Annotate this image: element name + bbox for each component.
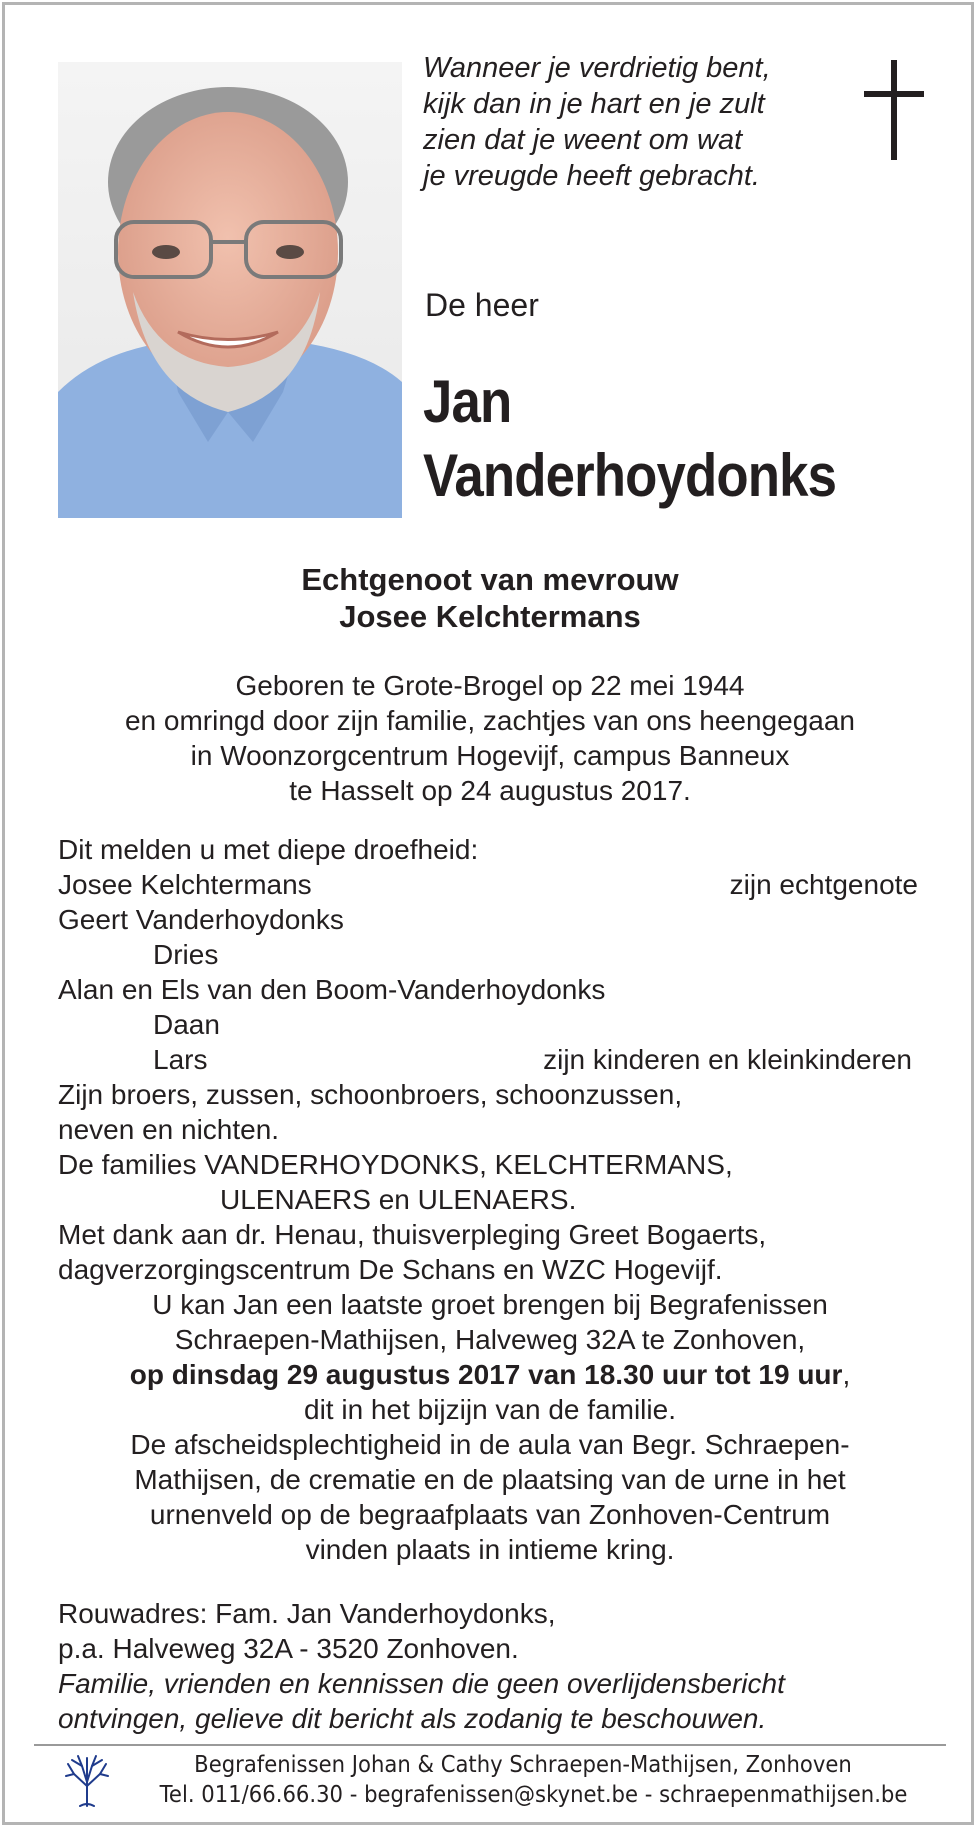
visit-line: Schraepen-Mathijsen, Halveweg 32A te Zonhoven, xyxy=(174,1324,806,1355)
notice-line: Familie, vrienden en kennissen die geen overlijdensbericht xyxy=(58,1668,785,1699)
spouse-line: Echtgenoot van mevrouw xyxy=(301,562,679,597)
mourner-row xyxy=(58,867,918,902)
life-line: in Woonzorgcentrum Hogevijf, campus Banneux xyxy=(190,740,790,771)
visitation xyxy=(0,1287,980,1427)
life-line: te Hasselt op 24 augustus 2017. xyxy=(289,775,691,806)
mourner-role: zijn echtgenote xyxy=(729,869,918,900)
ceremony-line: Mathijsen, de crematie en de plaatsing van de urne in het xyxy=(134,1464,846,1495)
cross-icon xyxy=(891,60,897,160)
ceremony xyxy=(0,1427,980,1567)
address-line: p.a. Halveweg 32A - 3520 Zonhoven. xyxy=(58,1633,519,1664)
portrait-photo xyxy=(58,62,402,518)
poem-line: zien dat je weent om wat xyxy=(423,124,743,156)
visit-line: dit in het bijzijn van de familie. xyxy=(304,1394,676,1425)
spouse-line: Josee Kelchtermans xyxy=(339,599,641,634)
families-line: ULENAERS en ULENAERS. xyxy=(220,1184,577,1215)
cross-icon-bar xyxy=(864,91,924,97)
poem-line: kijk dan in je hart en je zult xyxy=(423,88,765,120)
first-name: Jan xyxy=(423,368,512,435)
footer-company: Begrafenissen Johan & Cathy Schraepen-Mathijsen, Zonhoven xyxy=(194,1752,852,1778)
footer-divider xyxy=(34,1744,946,1746)
mourner-name: Geert Vanderhoydonks xyxy=(58,904,344,935)
poem xyxy=(423,50,843,194)
life-line: en omringd door zijn familie, zachtjes van ons heengegaan xyxy=(124,705,855,736)
ceremony-line: urnenveld op de begraafplaats van Zonhoven-Centrum xyxy=(149,1499,831,1530)
deceased-name xyxy=(423,365,836,513)
thanks-line: dagverzorgingscentrum De Schans en WZC Hogevijf. xyxy=(58,1254,723,1285)
footer-contact: Tel. 011/66.66.30 - begrafenissen@skynet.be - schraepenmathijsen.be xyxy=(159,1782,908,1808)
mourner-name: Alan en Els van den Boom-Vanderhoydonks xyxy=(58,974,606,1005)
announce-intro: Dit melden u met diepe droefheid: xyxy=(58,834,479,865)
poem-line: Wanneer je verdrietig bent, xyxy=(423,52,771,84)
life-details xyxy=(0,668,980,808)
mourner-row xyxy=(58,1042,918,1077)
visit-date: op dinsdag 29 augustus 2017 van 18.30 uur tot 19 uur xyxy=(129,1359,843,1390)
life-line: Geboren te Grote-Brogel op 22 mei 1944 xyxy=(235,670,745,701)
visit-date-suffix: , xyxy=(842,1359,851,1390)
families-line: De families VANDERHOYDONKS, KELCHTERMANS, xyxy=(58,1149,733,1180)
ceremony-line: vinden plaats in intieme kring. xyxy=(305,1534,675,1565)
visit-line: U kan Jan een laatste groet brengen bij Begrafenissen xyxy=(152,1289,828,1320)
poem-line: je vreugde heeft gebracht. xyxy=(423,160,760,192)
mourning-address xyxy=(58,1596,785,1736)
mourner-name: Josee Kelchtermans xyxy=(58,869,312,900)
siblings-line: neven en nichten. xyxy=(58,1114,280,1145)
last-name: Vanderhoydonks xyxy=(423,442,837,509)
address-line: Rouwadres: Fam. Jan Vanderhoydonks, xyxy=(58,1598,556,1629)
visit-date-line xyxy=(0,1357,980,1392)
thanks-line: Met dank aan dr. Henau, thuisverpleging Greet Bogaerts, xyxy=(58,1219,767,1250)
spouse-block xyxy=(0,561,980,635)
mourner-name: Daan xyxy=(153,1009,220,1040)
funeral-home-footer xyxy=(128,1750,918,1810)
siblings-line: Zijn broers, zussen, schoonbroers, schoonzussen, xyxy=(58,1079,683,1110)
mourner-name: Lars xyxy=(153,1044,208,1075)
mourner-role: zijn kinderen en kleinkinderen xyxy=(543,1044,912,1075)
notice-line: ontvingen, gelieve dit bericht als zodanig te beschouwen. xyxy=(58,1703,767,1734)
mourner-name: Dries xyxy=(153,939,219,970)
ceremony-line: De afscheidsplechtigheid in de aula van Begr. Schraepen- xyxy=(130,1429,850,1460)
honorific: De heer xyxy=(425,287,539,323)
tree-logo-icon xyxy=(62,1752,112,1807)
